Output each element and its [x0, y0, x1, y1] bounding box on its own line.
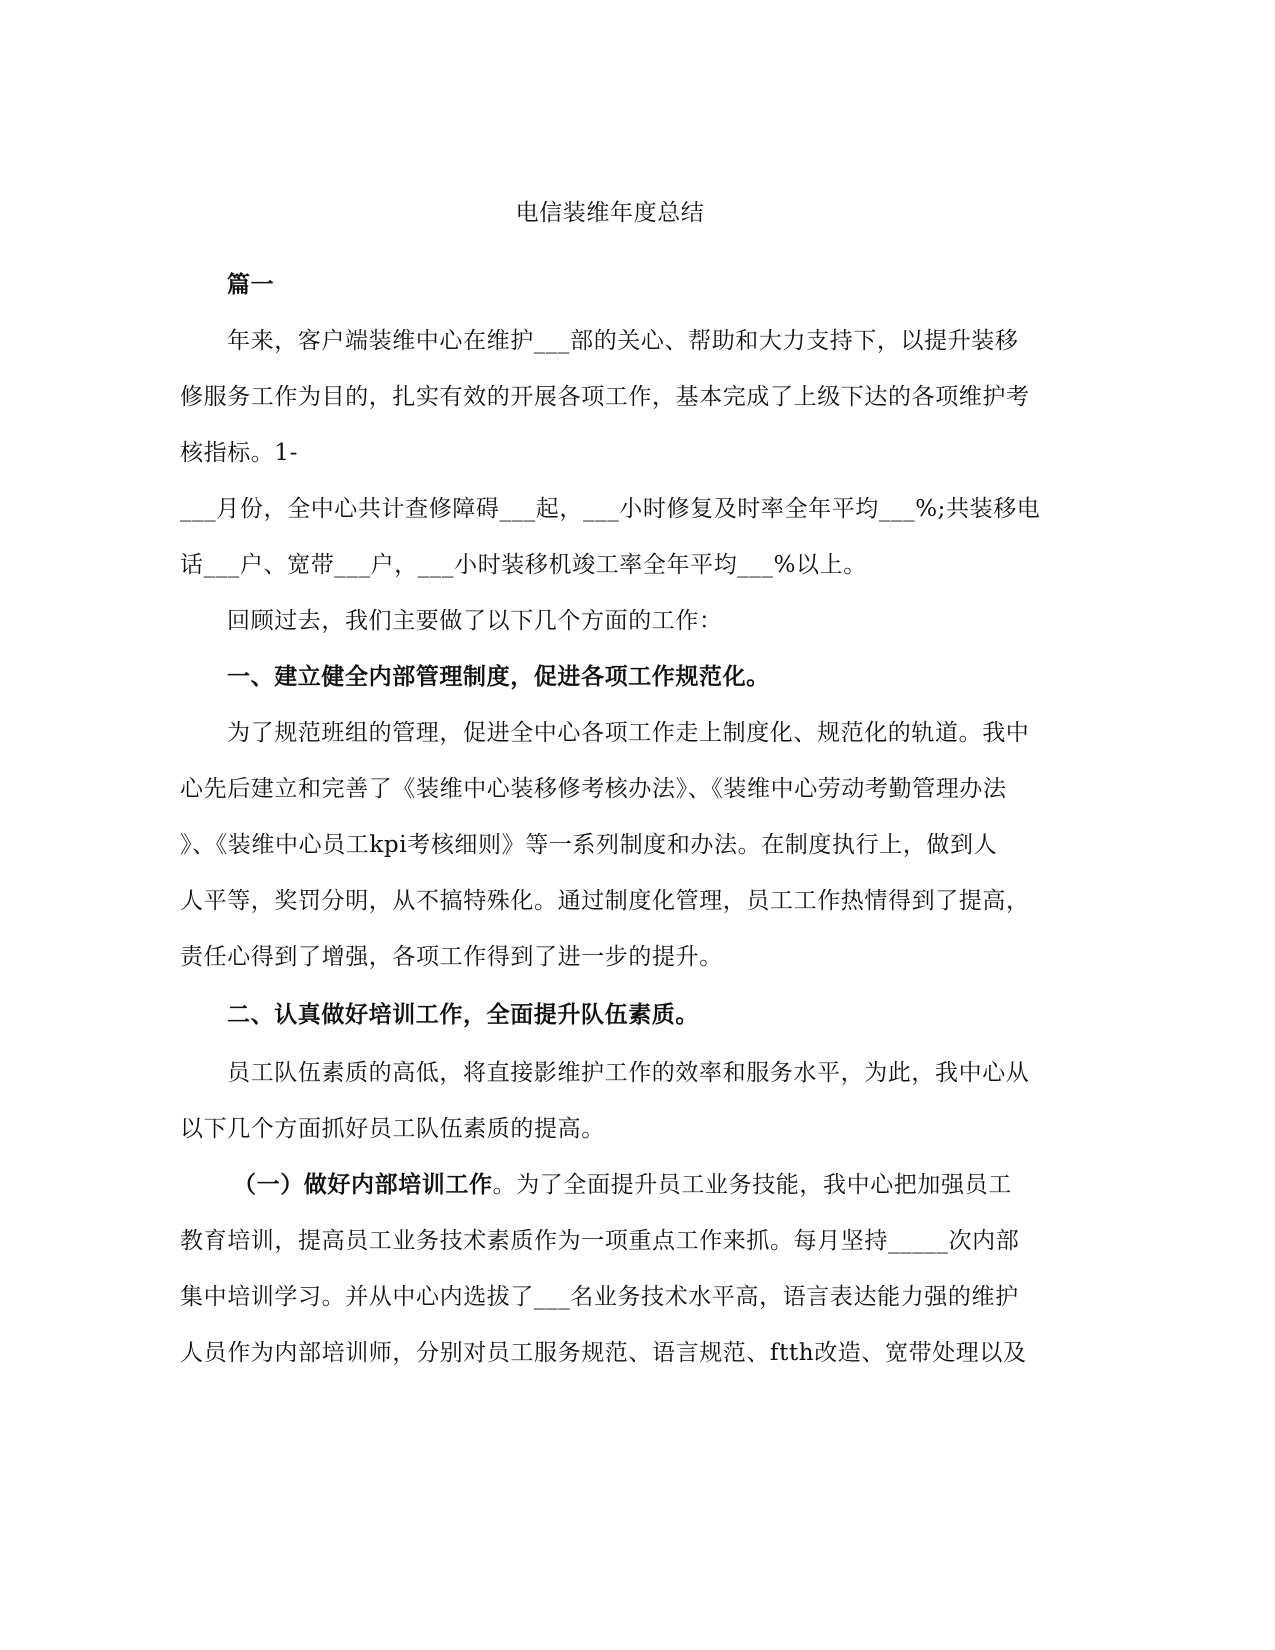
paragraph-line: 人员作为内部培训师，分别对员工服务规范、语言规范、ftth改造、宽带处理以及 [180, 1340, 1027, 1366]
paragraph-line: 集中培训学习。并从中心内选拔了___名业务技术水平高，语言表达能力强的维护 [180, 1284, 1019, 1310]
paragraph-line: 年来，客户端装维中心在维护___部的关心、帮助和大力支持下，以提升装移 [227, 328, 1019, 354]
section-label: 篇一 [227, 271, 275, 298]
paragraph-line: 话___户、宽带___户，___小时装移机竣工率全年平均___%以上。 [180, 552, 867, 578]
document-page [180, 0, 1040, 1650]
paragraph-line: 心先后建立和完善了《装维中心装移修考核办法》、《装维中心劳动考勤管理办法 [180, 776, 1007, 802]
subsection-line [233, 1170, 1040, 1200]
subsection-heading: （一）做好内部培训工作 [233, 1171, 493, 1198]
paragraph-line: 人平等，奖罚分明，从不搞特殊化。通过制度化管理，员工工作热情得到了提高， [180, 888, 1030, 914]
paragraph-line: 修服务工作为目的，扎实有效的开展各项工作，基本完成了上级下达的各项维护考 [180, 384, 1030, 410]
section-heading-2: 二、认真做好培训工作，全面提升队伍素质。 [227, 1001, 699, 1028]
section-heading-1: 一、建立健全内部管理制度，促进各项工作规范化。 [227, 663, 770, 690]
paragraph-line: 》、《装维中心员工kpi考核细则》等一系列制度和办法。在制度执行上，做到人 [180, 832, 998, 858]
paragraph-line: ___月份，全中心共计查修障碍___起，___小时修复及时率全年平均___%;共装移电 [180, 496, 1041, 522]
paragraph-line: 员工队伍素质的高低，将直接影维护工作的效率和服务水平，为此，我中心从 [227, 1060, 1030, 1086]
paragraph-line: 核指标。1- [180, 440, 299, 466]
paragraph-line: 责任心得到了增强，各项工作得到了进一步的提升。 [180, 944, 723, 970]
paragraph-line: 教育培训，提高员工业务技术素质作为一项重点工作来抓。每月坚持_____次内部 [180, 1228, 1020, 1254]
paragraph-line: 以下几个方面抓好员工队伍素质的提高。 [180, 1116, 605, 1142]
subsection-text: 。为了全面提升员工业务技能，我中心把加强员工 [492, 1172, 1012, 1198]
paragraph-line: 为了规范班组的管理，促进全中心各项工作走上制度化、规范化的轨道。我中 [227, 720, 1030, 746]
paragraph-line: 回顾过去，我们主要做了以下几个方面的工作： [227, 608, 723, 634]
document-title: 电信装维年度总结 [515, 200, 705, 226]
